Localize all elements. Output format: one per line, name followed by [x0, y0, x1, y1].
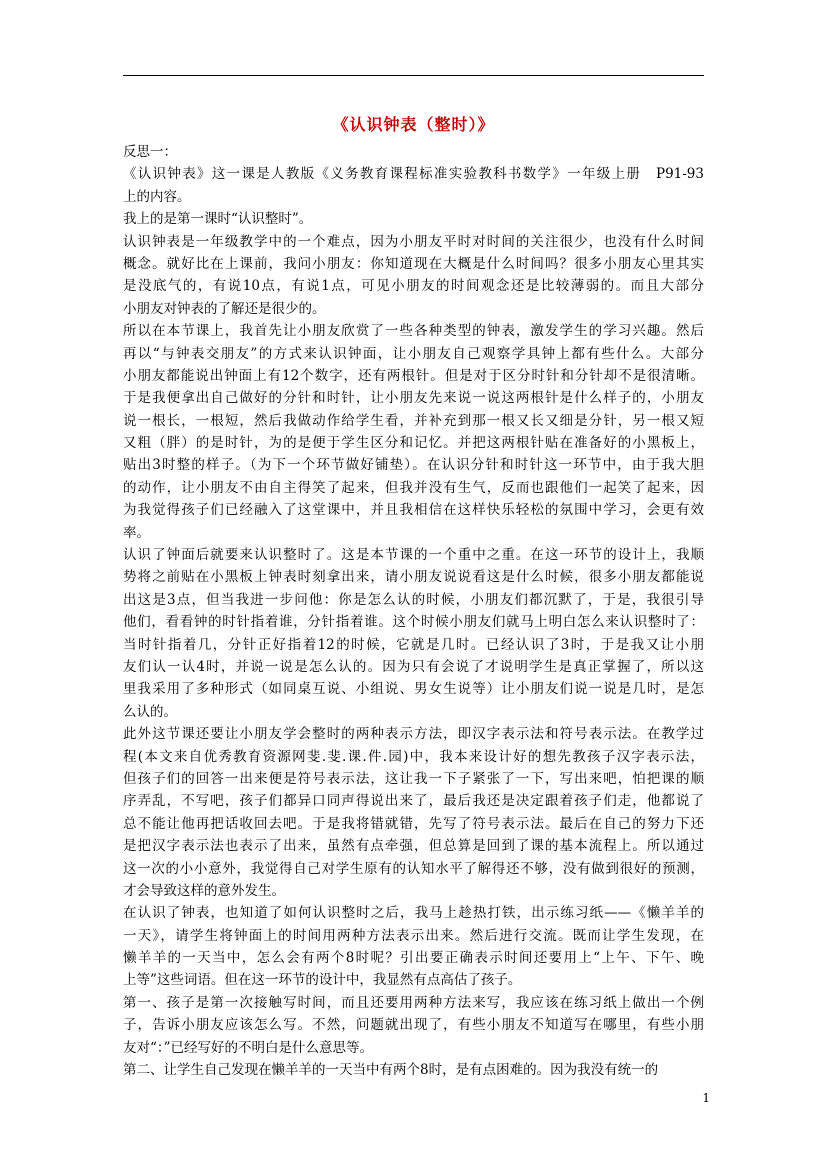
body-line: 友对“：”已经写好的不明白是什么意思等。 — [123, 1039, 374, 1056]
body-line: 小朋友对钟表的了解还是很少的。 — [123, 300, 326, 317]
body-line: 才会导致这样的意外发生。 — [123, 882, 285, 899]
body-line: 《认识钟表》这一课是人教版《义务教育课程标准实验教科书数学》一年级上册 P91-93 — [123, 166, 704, 183]
body-line: 他们，看看钟的时针指着谁，分针指着谁。这个时候小朋友们就马上明白怎么来认识整时了： — [123, 614, 704, 631]
body-line: 么认的。 — [123, 703, 177, 720]
body-line: 程(本文来自优秀教育资源网斐.斐.课.件.园)中，我本来设计好的想先教孩子汉字表示法， — [123, 748, 704, 765]
body-line: 说一根长，一根短，然后我做动作给学生看，并补充到那一根又长又细是分针，另一根又短 — [123, 412, 704, 429]
body-line: 率。 — [123, 524, 150, 541]
body-line: 里我采用了多种形式（如同桌互说、小组说、男女生说等）让小朋友们说一说是几时，是怎 — [123, 681, 704, 698]
body-line: 是没底气的，有说10点，有说1点，可见小朋友的时间观念还是比较薄弱的。而且大部分 — [123, 278, 704, 295]
body-line: 友们认一认4时，并说一说是怎么认的。因为只有会说了才说明学生是真正掌握了，所以这 — [123, 658, 704, 675]
body-line: 认识了钟面后就要来认识整时了。这是本节课的一个重中之重。在这一环节的设计上，我顺 — [123, 547, 704, 564]
body-line: 势将之前贴在小黑板上钟表时刻拿出来，请小朋友说说看这是什么时候，很多小朋友都能说 — [123, 569, 704, 586]
body-line: 第二、让学生自己发现在懒羊羊的一天当中有两个8时，是有点困难的。因为我没有统一的 — [123, 1062, 659, 1079]
page-number: 1 — [702, 1091, 710, 1105]
body-line: 于是我便拿出自己做好的分针和时针，让小朋友先来说一说这两根针是什么样子的，小朋友 — [123, 390, 704, 407]
document-body — [123, 141, 704, 1081]
body-line: 我上的是第一课时“认识整时”。 — [123, 211, 313, 228]
body-line: 上等”这些词语。但在这一环节的设计中，我显然有点高估了孩子。 — [123, 972, 522, 989]
body-line: 懒羊羊的一天当中，怎么会有两个8时呢？引出要正确表示时间还要用上“上午、下午、晚 — [123, 950, 704, 967]
body-line: 在认识了钟表，也知道了如何认识整时之后，我马上趁热打铁，出示练习纸——《懒羊羊的 — [123, 905, 704, 922]
body-line: 是把汉字表示法也表示了出来，虽然有点牵强，但总算是回到了课的基本流程上。所以通过 — [123, 838, 704, 855]
body-line: 但孩子们的回答一出来便是符号表示法，这让我一下子紧张了一下，写出来吧，怕把课的顺 — [123, 770, 704, 787]
body-line: 当时针指着几，分针正好指着12的时候，它就是几时。已经认识了3时，于是我又让小朋 — [123, 636, 704, 653]
body-line: 的动作，让小朋友不由自主得笑了起来，但我并没有生气，反而也跟他们一起笑了起来，因 — [123, 479, 704, 496]
body-line: 子，告诉小朋友应该怎么写。不然，问题就出现了，有些小朋友不知道写在哪里，有些小朋 — [123, 1017, 704, 1034]
body-line: 这一次的小小意外，我觉得自己对学生原有的认知水平了解得还不够，没有做到很好的预测， — [123, 860, 704, 877]
body-line: 序弄乱，不写吧，孩子们都异口同声得说出来了，最后我还是决定跟着孩子们走，他都说了 — [123, 793, 704, 810]
body-line: 一天》，请学生将钟面上的时间用两种方法表示出来。然后进行交流。既而让学生发现，在 — [123, 927, 704, 944]
body-line: 再以“与钟表交朋友”的方式来认识钟面，让小朋友自己观察学具钟上都有些什么。大部分 — [123, 345, 704, 362]
body-line: 第一、孩子是第一次接触写时间，而且还要用两种方法来写，我应该在练习纸上做出一个例 — [123, 994, 704, 1011]
body-line: 总不能让他再把话收回去吧。于是我将错就错，先写了符号表示法。最后在自己的努力下还 — [123, 815, 704, 832]
body-line: 上的内容。 — [123, 188, 191, 205]
body-line: 所以在本节课上，我首先让小朋友欣赏了一些各种类型的钟表，激发学生的学习兴趣。然后 — [123, 323, 704, 340]
header-rule — [123, 75, 704, 76]
document-title: 《认识钟表（整时）》 — [332, 115, 495, 134]
body-line: 反思一： — [123, 144, 177, 160]
body-line: 小朋友都能说出钟面上有12个数字，还有两根针。但是对于区分时针和分针却不是很清晰。 — [123, 367, 704, 384]
body-line: 概念。就好比在上课前，我问小朋友：你知道现在大概是什么时间吗？很多小朋友心里其实 — [123, 255, 704, 272]
body-line: 此外这节课还要让小朋友学会整时的两种表示方法，即汉字表示法和符号表示法。在教学过 — [123, 726, 704, 743]
body-line: 出这是3点，但当我进一步问他：你是怎么认的时候，小朋友们都沉默了，于是，我很引导 — [123, 591, 704, 608]
body-line: 贴出3时整的样子。（为下一个环节做好铺垫）。在认识分针和时针这一环节中，由于我大胆 — [123, 457, 704, 474]
body-line: 又粗（胖）的是时针，为的是便于学生区分和记忆。并把这两根针贴在准备好的小黑板上， — [123, 435, 704, 452]
body-line: 认识钟表是一年级教学中的一个难点，因为小朋友平时对时间的关注很少，也没有什么时间 — [123, 233, 704, 250]
body-line: 为我觉得孩子们已经融入了这堂课中，并且我相信在这样快乐轻松的氛围中学习，会更有效 — [123, 502, 704, 519]
